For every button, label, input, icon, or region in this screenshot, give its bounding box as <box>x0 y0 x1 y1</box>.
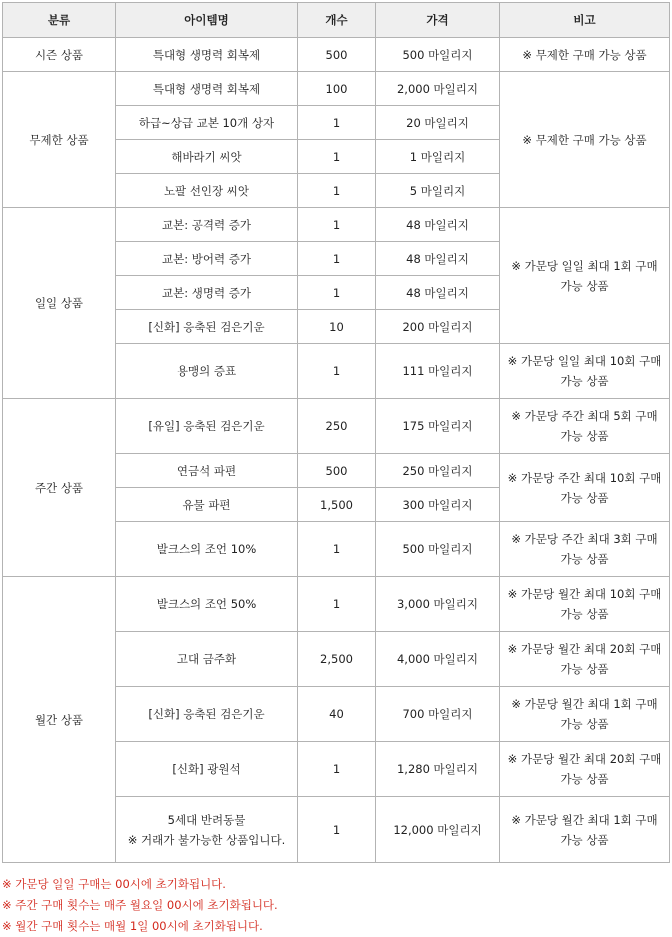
item-price-cell: 48 마일리지 <box>376 208 500 242</box>
item-price-cell: 4,000 마일리지 <box>376 632 500 687</box>
item-count-cell: 1 <box>298 106 376 140</box>
item-name-cell: 특대형 생명력 회복제 <box>116 38 298 72</box>
item-count-cell: 1 <box>298 140 376 174</box>
item-name-cell: 발크스의 조언 50% <box>116 577 298 632</box>
item-name-cell: [신화] 응축된 검은기운 <box>116 310 298 344</box>
item-name-cell: 고대 금주화 <box>116 632 298 687</box>
item-count-cell: 1,500 <box>298 488 376 522</box>
table-row <box>3 399 670 454</box>
item-name-cell: 연금석 파편 <box>116 454 298 488</box>
category-cell: 시즌 상품 <box>3 38 116 72</box>
item-name-cell: 유물 파편 <box>116 488 298 522</box>
item-name-cell: 하급~상급 교본 10개 상자 <box>116 106 298 140</box>
item-price-cell: 111 마일리지 <box>376 344 500 399</box>
remarks-cell: ※ 가문당 월간 최대 20회 구매 가능 상품 <box>500 632 670 687</box>
remarks-cell: ※ 가문당 월간 최대 1회 구매 가능 상품 <box>500 687 670 742</box>
item-price-cell: 3,000 마일리지 <box>376 577 500 632</box>
item-count-cell: 250 <box>298 399 376 454</box>
footnote-weekly-reset: ※ 주간 구매 횟수는 매주 월요일 00시에 초기화됩니다. <box>2 898 278 912</box>
table-body <box>3 38 670 863</box>
footnote-daily-reset: ※ 가문당 일일 구매는 00시에 초기화됩니다. <box>2 877 226 891</box>
item-name-cell: [신화] 광원석 <box>116 742 298 797</box>
item-name-cell: 용맹의 증표 <box>116 344 298 399</box>
footnote-monthly-reset: ※ 월간 구매 횟수는 매월 1일 00시에 초기화됩니다. <box>2 919 263 933</box>
item-name-cell: 해바라기 씨앗 <box>116 140 298 174</box>
item-count-cell: 1 <box>298 797 376 863</box>
mileage-shop-table <box>2 2 670 863</box>
header-count: 개수 <box>298 3 376 38</box>
header-row <box>3 3 670 38</box>
item-name-cell: 노팔 선인장 씨앗 <box>116 174 298 208</box>
item-name-cell: 교본: 공격력 증가 <box>116 208 298 242</box>
remarks-cell: ※ 가문당 월간 최대 20회 구매 가능 상품 <box>500 742 670 797</box>
table-row <box>3 208 670 242</box>
table-row <box>3 38 670 72</box>
item-count-cell: 1 <box>298 742 376 797</box>
item-count-cell: 1 <box>298 242 376 276</box>
table-row <box>3 577 670 632</box>
item-price-cell: 1 마일리지 <box>376 140 500 174</box>
item-price-cell: 12,000 마일리지 <box>376 797 500 863</box>
item-price-cell: 250 마일리지 <box>376 454 500 488</box>
footnotes <box>2 874 278 937</box>
item-price-cell: 48 마일리지 <box>376 276 500 310</box>
item-name-cell: [유일] 응축된 검은기운 <box>116 399 298 454</box>
header-item-name: 아이템명 <box>116 3 298 38</box>
item-count-cell: 500 <box>298 454 376 488</box>
category-cell: 주간 상품 <box>3 399 116 577</box>
item-price-cell: 300 마일리지 <box>376 488 500 522</box>
item-price-cell: 2,000 마일리지 <box>376 72 500 106</box>
remarks-cell: ※ 가문당 주간 최대 5회 구매 가능 상품 <box>500 399 670 454</box>
item-count-cell: 2,500 <box>298 632 376 687</box>
item-price-cell: 500 마일리지 <box>376 522 500 577</box>
item-count-cell: 100 <box>298 72 376 106</box>
item-name-cell: 발크스의 조언 10% <box>116 522 298 577</box>
header-price: 가격 <box>376 3 500 38</box>
remarks-cell: ※ 가문당 주간 최대 10회 구매 가능 상품 <box>500 454 670 522</box>
item-price-cell: 175 마일리지 <box>376 399 500 454</box>
item-count-cell: 10 <box>298 310 376 344</box>
item-count-cell: 1 <box>298 276 376 310</box>
header-remarks: 비고 <box>500 3 670 38</box>
item-price-cell: 48 마일리지 <box>376 242 500 276</box>
remarks-cell: ※ 무제한 구매 가능 상품 <box>500 72 670 208</box>
item-count-cell: 1 <box>298 208 376 242</box>
item-name-cell: [신화] 응축된 검은기운 <box>116 687 298 742</box>
item-price-cell: 700 마일리지 <box>376 687 500 742</box>
remarks-cell: ※ 가문당 주간 최대 3회 구매 가능 상품 <box>500 522 670 577</box>
header-category: 분류 <box>3 3 116 38</box>
table-row <box>3 72 670 106</box>
item-name-cell: 교본: 생명력 증가 <box>116 276 298 310</box>
item-price-cell: 500 마일리지 <box>376 38 500 72</box>
item-price-cell: 20 마일리지 <box>376 106 500 140</box>
item-count-cell: 1 <box>298 344 376 399</box>
remarks-cell: ※ 가문당 월간 최대 1회 구매 가능 상품 <box>500 797 670 863</box>
item-name-cell: 특대형 생명력 회복제 <box>116 72 298 106</box>
category-cell: 일일 상품 <box>3 208 116 399</box>
item-count-cell: 1 <box>298 522 376 577</box>
item-name-cell: 5세대 반려동물 ※ 거래가 불가능한 상품입니다. <box>116 797 298 863</box>
remarks-cell: ※ 무제한 구매 가능 상품 <box>500 38 670 72</box>
remarks-cell: ※ 가문당 월간 최대 10회 구매 가능 상품 <box>500 577 670 632</box>
item-count-cell: 500 <box>298 38 376 72</box>
item-price-cell: 5 마일리지 <box>376 174 500 208</box>
category-cell: 무제한 상품 <box>3 72 116 208</box>
category-cell: 월간 상품 <box>3 577 116 863</box>
item-price-cell: 200 마일리지 <box>376 310 500 344</box>
remarks-cell: ※ 가문당 일일 최대 10회 구매 가능 상품 <box>500 344 670 399</box>
item-price-cell: 1,280 마일리지 <box>376 742 500 797</box>
item-count-cell: 40 <box>298 687 376 742</box>
remarks-cell: ※ 가문당 일일 최대 1회 구매 가능 상품 <box>500 208 670 344</box>
item-count-cell: 1 <box>298 577 376 632</box>
item-count-cell: 1 <box>298 174 376 208</box>
item-name-cell: 교본: 방어력 증가 <box>116 242 298 276</box>
